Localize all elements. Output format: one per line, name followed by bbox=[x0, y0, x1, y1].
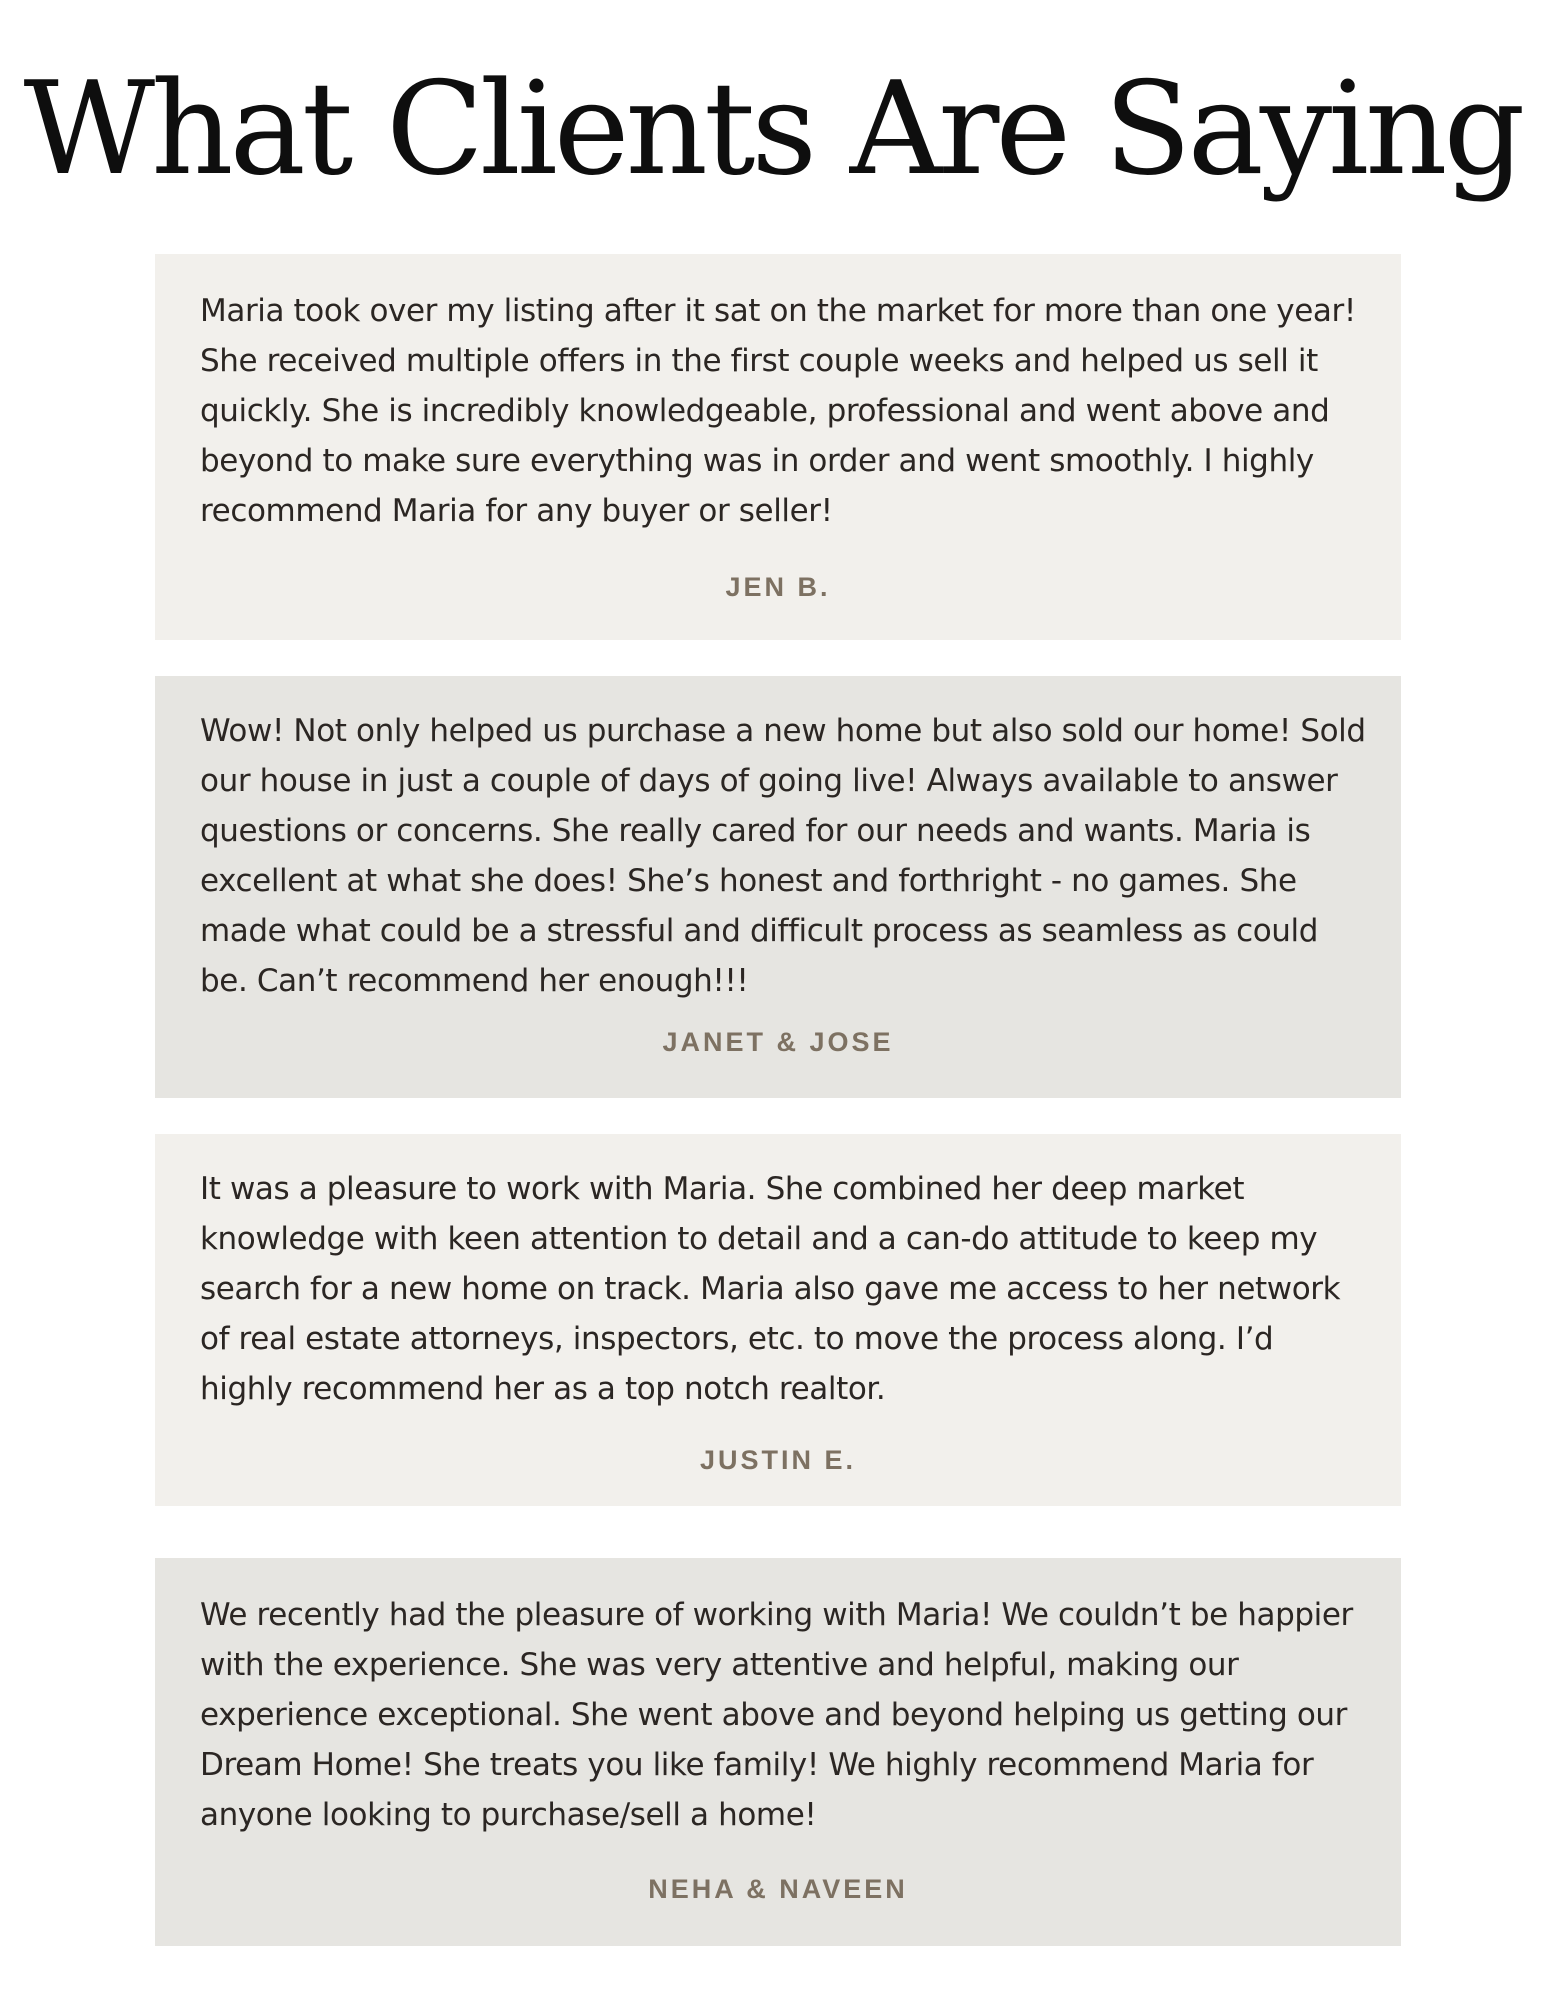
testimonial-card bbox=[155, 1134, 1401, 1506]
testimonial-author: JEN B. bbox=[725, 572, 831, 602]
testimonial-card bbox=[155, 1558, 1401, 1946]
page-title: What Clients Are Saying bbox=[23, 55, 1522, 204]
testimonial-card bbox=[155, 254, 1401, 640]
testimonial-quote: We recently had the pleasure of working with Maria! We couldn’t be happier with the experience. She was very attentive and helpful, making our experience exceptional. She went above and beyond helping us getting our Dream Home! She treats you like family! We highly recommend Maria for anyone looking to purchase/sell a home! bbox=[200, 1597, 1353, 1833]
testimonial-quote: It was a pleasure to work with Maria. She combined her deep market knowledge with keen attention to detail and a can-do attitude to keep my search for a new home on track. Maria also gave me access to her network of real estate attorneys, inspectors, etc. to move the process along. I’d highly recommend her as a top notch realtor. bbox=[200, 1171, 1341, 1407]
testimonial-card bbox=[155, 676, 1401, 1098]
testimonial-author: NEHA & NAVEEN bbox=[648, 1874, 908, 1904]
testimonial-author: JANET & JOSE bbox=[662, 1027, 894, 1057]
testimonial-quote: Maria took over my listing after it sat on the market for more than one year! She received multiple offers in the first couple weeks and helped us sell it quickly. She is incredibly knowledgeable, professional and went above and beyond to make sure everything was in order and went smoothly. I highly recommend Maria for any buyer or seller! bbox=[200, 293, 1356, 529]
testimonial-author: JUSTIN E. bbox=[699, 1445, 857, 1475]
testimonial-quote: Wow! Not only helped us purchase a new home but also sold our home! Sold our house in just a couple of days of going live! Always available to answer questions or concerns. She really cared for our needs and wants. Maria is excellent at what she does! She’s honest and forthright - no games. She made what could be a stressful and difficult process as seamless as could be. Can’t recommend her enough!!! bbox=[200, 713, 1366, 999]
